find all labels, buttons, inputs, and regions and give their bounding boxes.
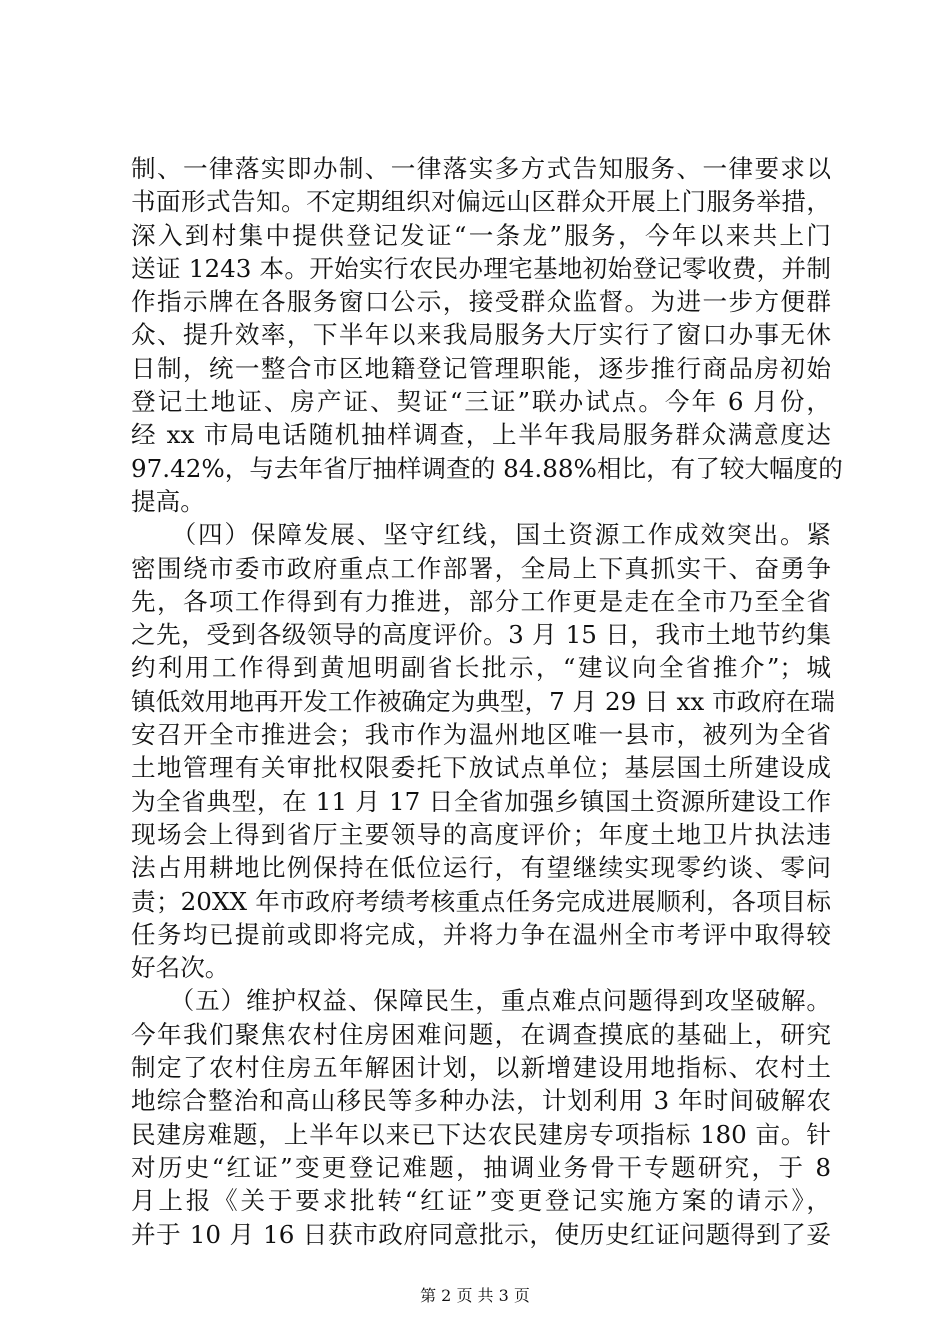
text-line: 任务均已提前或即将完成，并将力争在温州全市考评中取得较 — [131, 919, 831, 949]
body-text — [131, 152, 843, 1251]
text-line: 为全省典型，在 11 月 17 日全省加强乡镇国土资源所建设工作 — [131, 786, 831, 816]
text-line: 对历史“红证”变更登记难题，抽调业务骨干专题研究，于 8 — [131, 1152, 831, 1182]
text-line: （五）维护权益、保障民生，重点难点问题得到攻坚破解。 — [131, 986, 831, 1016]
text-line: 月上报《关于要求批转“红证”变更登记实施方案的请示》， — [131, 1186, 831, 1216]
text-line: 97.42%，与去年省厅抽样调查的 84.88%相比，有了较大幅度的 — [131, 453, 843, 483]
text-line: 深入到村集中提供登记发证“一条龙”服务，今年以来共上门 — [131, 220, 831, 250]
text-line: 土地管理有关审批权限委托下放试点单位；基层国土所建设成 — [131, 753, 831, 783]
text-line: 书面形式告知。不定期组织对偏远山区群众开展上门服务举措， — [131, 187, 831, 217]
text-line: 地综合整治和高山移民等多种办法，计划利用 3 年时间破解农 — [131, 1086, 831, 1116]
text-line: 镇低效用地再开发工作被确定为典型，7 月 29 日 xx 市政府在瑞 — [131, 686, 836, 716]
text-line: 约利用工作得到黄旭明副省长批示，“建议向全省推介”；城 — [131, 653, 831, 683]
text-line: 责；20XX 年市政府考绩考核重点任务完成进展顺利，各项目标 — [131, 886, 831, 916]
text-line: 并于 10 月 16 日获市政府同意批示，使历史红证问题得到了妥 — [131, 1219, 831, 1249]
text-line: （四）保障发展、坚守红线，国土资源工作成效突出。紧 — [131, 520, 831, 550]
text-line: 日制，统一整合市区地籍登记管理职能，逐步推行商品房初始 — [131, 353, 831, 383]
text-line: 法占用耕地比例保持在低位运行，有望继续实现零约谈、零问 — [131, 853, 831, 883]
text-line: 之先，受到各级领导的高度评价。3 月 15 日，我市土地节约集 — [131, 620, 831, 650]
text-line: 好名次。 — [131, 953, 230, 983]
text-line: 作指示牌在各服务窗口公示，接受群众监督。为进一步方便群 — [131, 287, 831, 317]
text-line: 登记土地证、房产证、契证“三证”联办试点。今年 6 月份， — [131, 387, 831, 417]
text-line: 经 xx 市局电话随机抽样调查，上半年我局服务群众满意度达 — [131, 420, 831, 450]
page-footer: 第 2 页 共 3 页 — [420, 1286, 530, 1305]
text-line: 今年我们聚焦农村住房困难问题，在调查摸底的基础上，研究 — [131, 1019, 831, 1049]
text-line: 先，各项工作得到有力推进，部分工作更是走在全市乃至全省 — [131, 586, 831, 616]
text-line: 安召开全市推进会；我市作为温州地区唯一县市，被列为全省 — [131, 720, 831, 750]
text-line: 众、提升效率，下半年以来我局服务大厅实行了窗口办事无休 — [131, 320, 831, 350]
text-line: 现场会上得到省厅主要领导的高度评价；年度土地卫片执法违 — [131, 819, 831, 849]
text-line: 提高。 — [131, 486, 205, 516]
text-line: 制、一律落实即办制、一律落实多方式告知服务、一律要求以 — [131, 154, 831, 183]
text-line: 制定了农村住房五年解困计划，以新增建设用地指标、农村土 — [131, 1053, 831, 1083]
text-line: 送证 1243 本。开始实行农民办理宅基地初始登记零收费，并制 — [131, 253, 831, 283]
text-line: 民建房难题，上半年以来已下达农民建房专项指标 180 亩。针 — [131, 1119, 831, 1149]
text-line: 密围绕市委市政府重点工作部署，全局上下真抓实干、奋勇争 — [131, 553, 831, 583]
